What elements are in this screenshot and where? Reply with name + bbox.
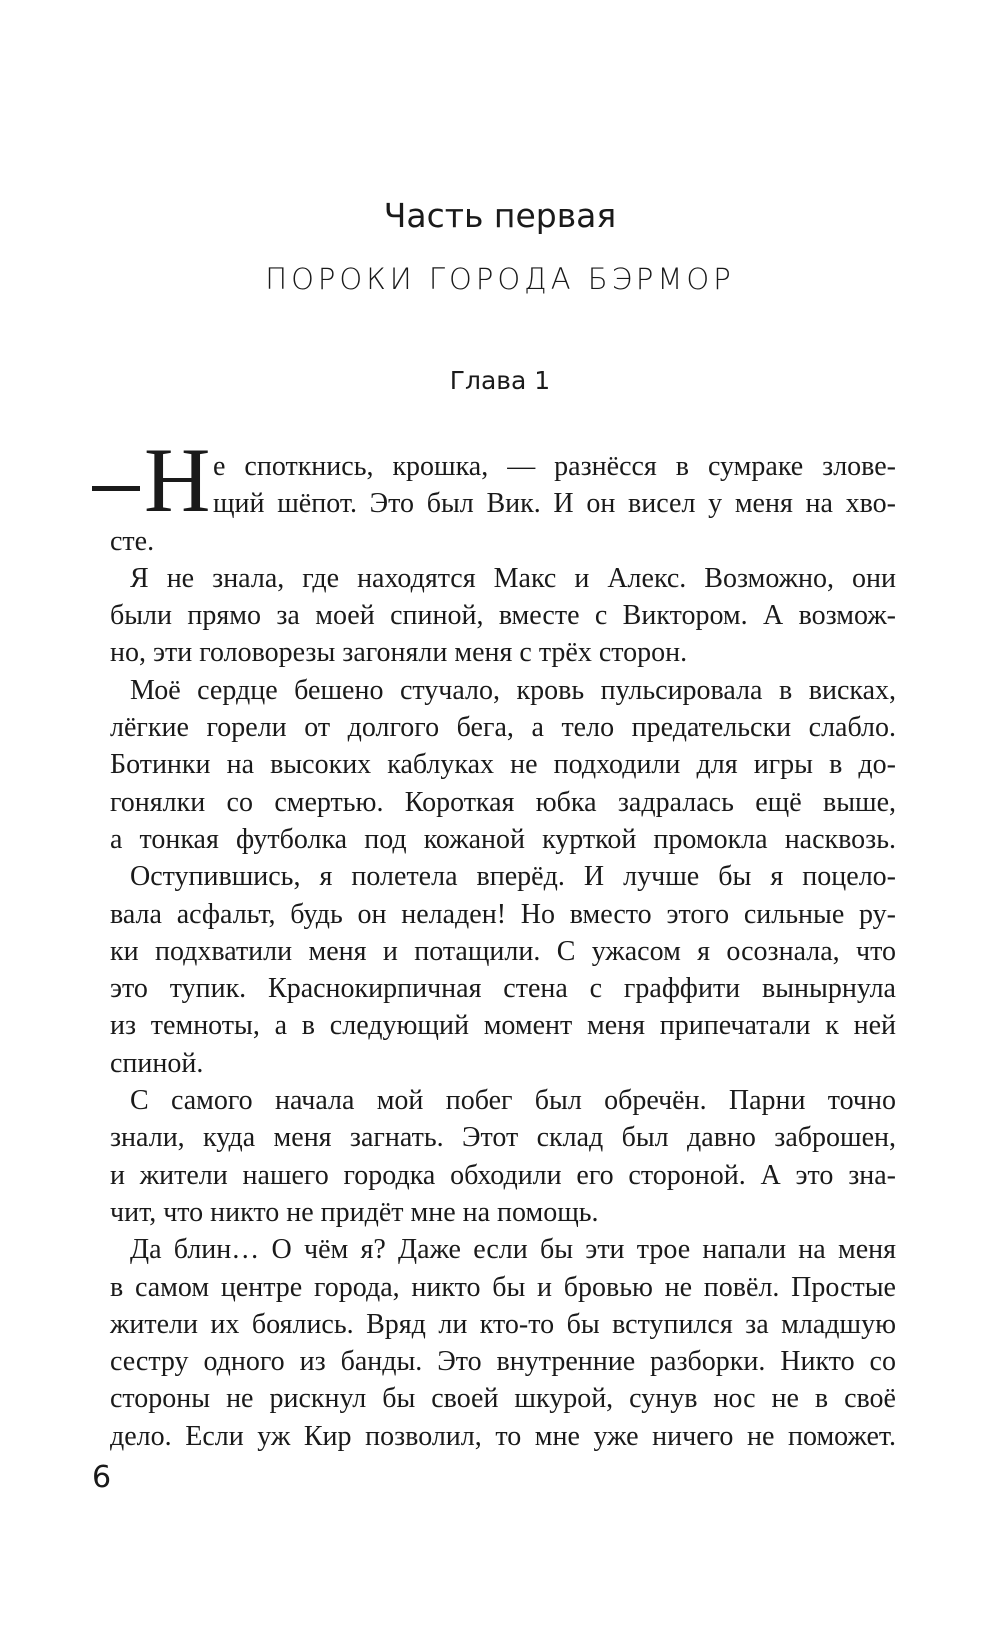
text-line: и жители нашего городка обходили его стороной. А это зна- — [110, 1159, 896, 1191]
part-heading: Часть первая — [383, 196, 617, 235]
text-line: сте. — [110, 525, 155, 557]
text-line: гонялки со смертью. Короткая юбка задралась ещё выше, — [110, 786, 896, 818]
text-line: лёгкие горели от долгого бега, а тело предательски слабло. — [110, 712, 896, 744]
text-line: Я не знала, где находятся Макс и Алекс. Возможно, они — [130, 562, 896, 594]
text-line: знали, куда меня загнать. Этот склад был давно заброшен, — [110, 1122, 896, 1154]
chapter-heading: Глава 1 — [449, 366, 551, 395]
text-line: щий шёпот. Это был Вик. И он висел у меня на хво- — [213, 488, 896, 520]
part-title: ПОРОКИ ГОРОДА БЭРМОР — [265, 262, 735, 296]
text-line: Да блин… О чём я? Даже если бы эти трое напали на меня — [130, 1234, 896, 1266]
text-line: это тупик. Краснокирпичная стена с граффити вынырнула — [110, 973, 896, 1005]
text-line: дело. Если уж Кир позволил, то мне уже ничего не поможет. — [110, 1420, 896, 1452]
drop-cap-letter: Н — [144, 429, 211, 531]
text-line: жители их боялись. Вряд ли кто-то бы вступился за младшую — [110, 1308, 896, 1340]
text-line: е споткнись, крошка, — разнёсся в сумраке злове- — [213, 451, 896, 482]
text-line: вала асфальт, будь он неладен! Но вместо этого сильные ру- — [110, 898, 896, 930]
body-text — [110, 448, 896, 1455]
text-line: Моё сердце бешено стучало, кровь пульсировала в висках, — [130, 674, 896, 706]
text-line: сестру одного из банды. Это внутренние разборки. Никто со — [110, 1346, 896, 1378]
text-line: но, эти головорезы загоняли меня с трёх сторон. — [110, 637, 688, 669]
text-line: были прямо за моей спиной, вместе с Виктором. А возмож- — [110, 600, 896, 632]
text-line: стороны не рискнул бы своей шкурой, сунув нос не в своё — [110, 1383, 896, 1415]
text-line: а тонкая футболка под кожаной курткой промокла насквозь. — [110, 823, 896, 855]
text-line: в самом центре города, никто бы и бровью не повёл. Простые — [110, 1271, 896, 1303]
text-line: чит, что никто не придёт мне на помощь. — [110, 1196, 599, 1228]
text-line: Оступившись, я полетела вперёд. И лучше бы я поцело- — [130, 861, 896, 893]
page-number: 6 — [92, 1460, 112, 1495]
text-line: Ботинки на высоких каблуках не подходили для игры в до- — [110, 749, 896, 781]
text-line: из темноты, а в следующий момент меня припечатали к ней — [110, 1010, 896, 1042]
text-line: С самого начала мой побег был обречён. Парни точно — [130, 1085, 896, 1117]
text-line: спиной. — [110, 1047, 204, 1079]
text-line: ки подхватили меня и потащили. С ужасом я осознала, что — [110, 935, 896, 967]
